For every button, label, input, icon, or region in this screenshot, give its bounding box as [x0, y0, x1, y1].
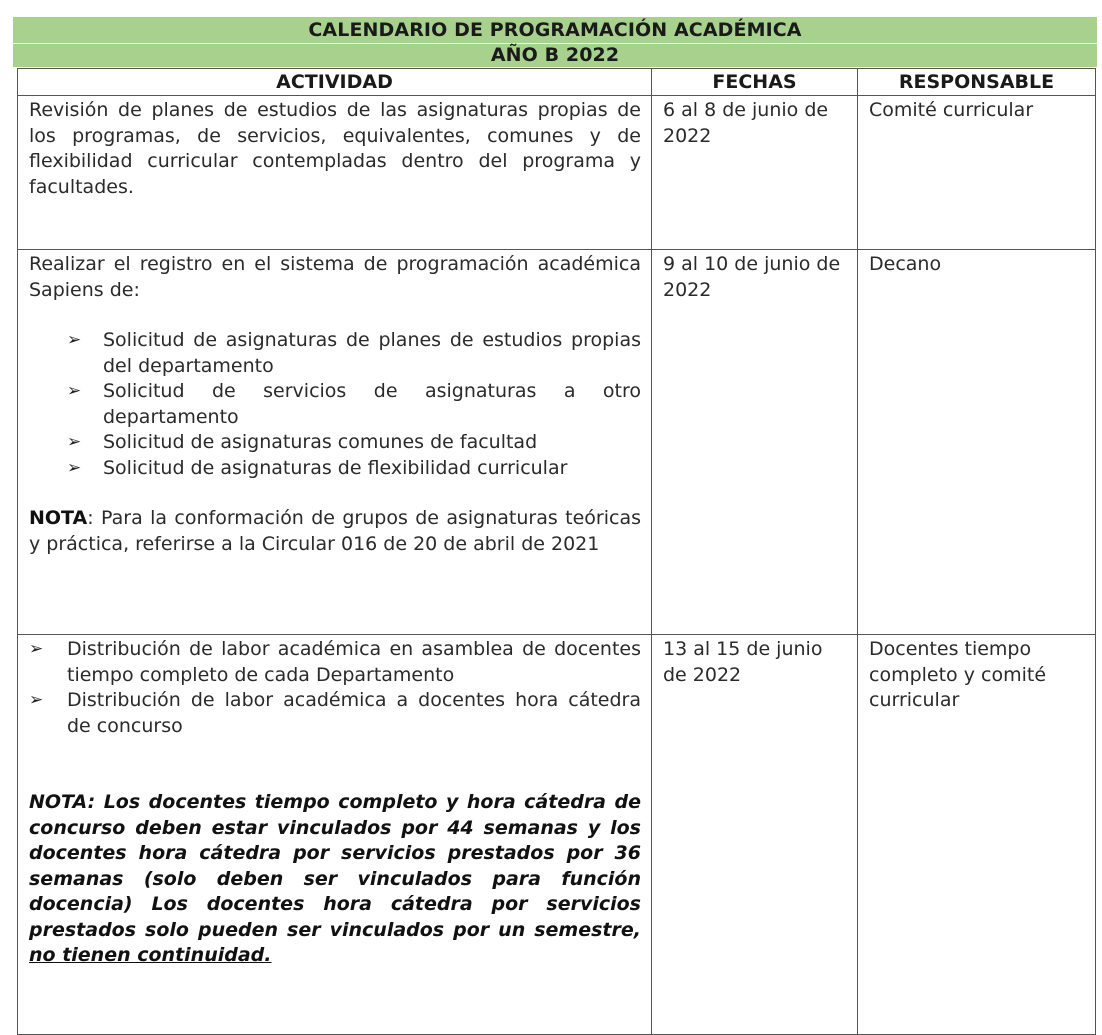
activity-cell [18, 250, 652, 635]
arrowhead-bullet-icon: ➢ [29, 639, 44, 659]
page-subtitle: AÑO B 2022 [490, 44, 620, 66]
activity-cell [18, 635, 652, 1035]
arrowhead-bullet-icon: ➢ [67, 330, 82, 350]
activity-intro: Realizar el registro en el sistema de programación académica Sapiens de: [29, 253, 641, 301]
responsible-cell [858, 96, 1096, 250]
dates-cell [652, 96, 858, 250]
dates-text: 6 al 8 de junio de 2022 [663, 99, 829, 147]
arrowhead-bullet-icon: ➢ [67, 457, 82, 478]
note-text: : Para la conformación de grupos de asignaturas teóricas y práctica, referirse a la Circular 016 de 20 de abril de 2021 [29, 507, 641, 555]
dates-cell [652, 635, 858, 1035]
list-item: ➢ Solicitud de asignaturas de flexibilidad curricular [29, 456, 641, 482]
table-header-row [18, 69, 1096, 96]
page-title: CALENDARIO DE PROGRAMACIÓN ACADÉMICA [308, 19, 802, 41]
note-paragraph [29, 790, 641, 969]
activity-text: Revisión de planes de estudios de las asignaturas propias de los programas, de servicios, equivalentes, comunes y de flexibilidad curricular contempladas dentro del programa y facultades. [29, 99, 641, 198]
dates-cell [652, 250, 858, 635]
responsible-text: Comité curricular [869, 99, 1034, 121]
column-header-fechas: FECHAS [652, 69, 858, 96]
list-item: ➢ Solicitud de asignaturas comunes de facultad [29, 430, 641, 456]
dates-text: 9 al 10 de junio de 2022 [663, 253, 841, 301]
responsible-text: Docentes tiempo completo y comité curricular [869, 638, 1047, 711]
activity-cell [18, 96, 652, 250]
title-banner [13, 17, 1097, 67]
table-row [18, 96, 1096, 250]
note-text: NOTA: Los docentes tiempo completo y hora cátedra de concurso deben estar vinculados por 44 semanas y los docentes hora cátedra por servicios prestados por 36 semanas (solo deben ser vinculados para función docencia) Los docentes hora cátedra por servicios prestados solo pueden ser vinculados por un semestre, [29, 791, 641, 941]
dates-text: 13 al 15 de junio de 2022 [663, 638, 823, 686]
schedule-table [17, 68, 1096, 1035]
column-header-actividad: ACTIVIDAD [18, 69, 652, 96]
list-item: ➢ Distribución de labor académica a docentes hora cátedra de concurso [29, 689, 641, 737]
arrowhead-bullet-icon: ➢ [67, 432, 82, 452]
responsible-text: Decano [869, 253, 942, 275]
note-paragraph [29, 506, 641, 557]
activity-list [29, 328, 641, 481]
responsible-cell [858, 250, 1096, 635]
arrowhead-bullet-icon: ➢ [67, 381, 82, 401]
activity-list [29, 637, 641, 739]
table-row [18, 250, 1096, 635]
list-item: ➢ Distribución de labor académica en asamblea de docentes tiempo completo de cada Departamento [29, 638, 641, 686]
arrowhead-bullet-icon: ➢ [29, 690, 44, 710]
note-underlined-text: no tienen continuidad. [29, 944, 272, 966]
list-item: ➢ Solicitud de servicios de asignaturas a otro departamento [67, 380, 641, 428]
responsible-cell [858, 635, 1096, 1035]
column-header-responsable: RESPONSABLE [858, 69, 1096, 96]
list-item: ➢ Solicitud de asignaturas de planes de estudios propias del departamento [67, 329, 641, 377]
table-row [18, 635, 1096, 1035]
note-label: NOTA [29, 507, 88, 529]
